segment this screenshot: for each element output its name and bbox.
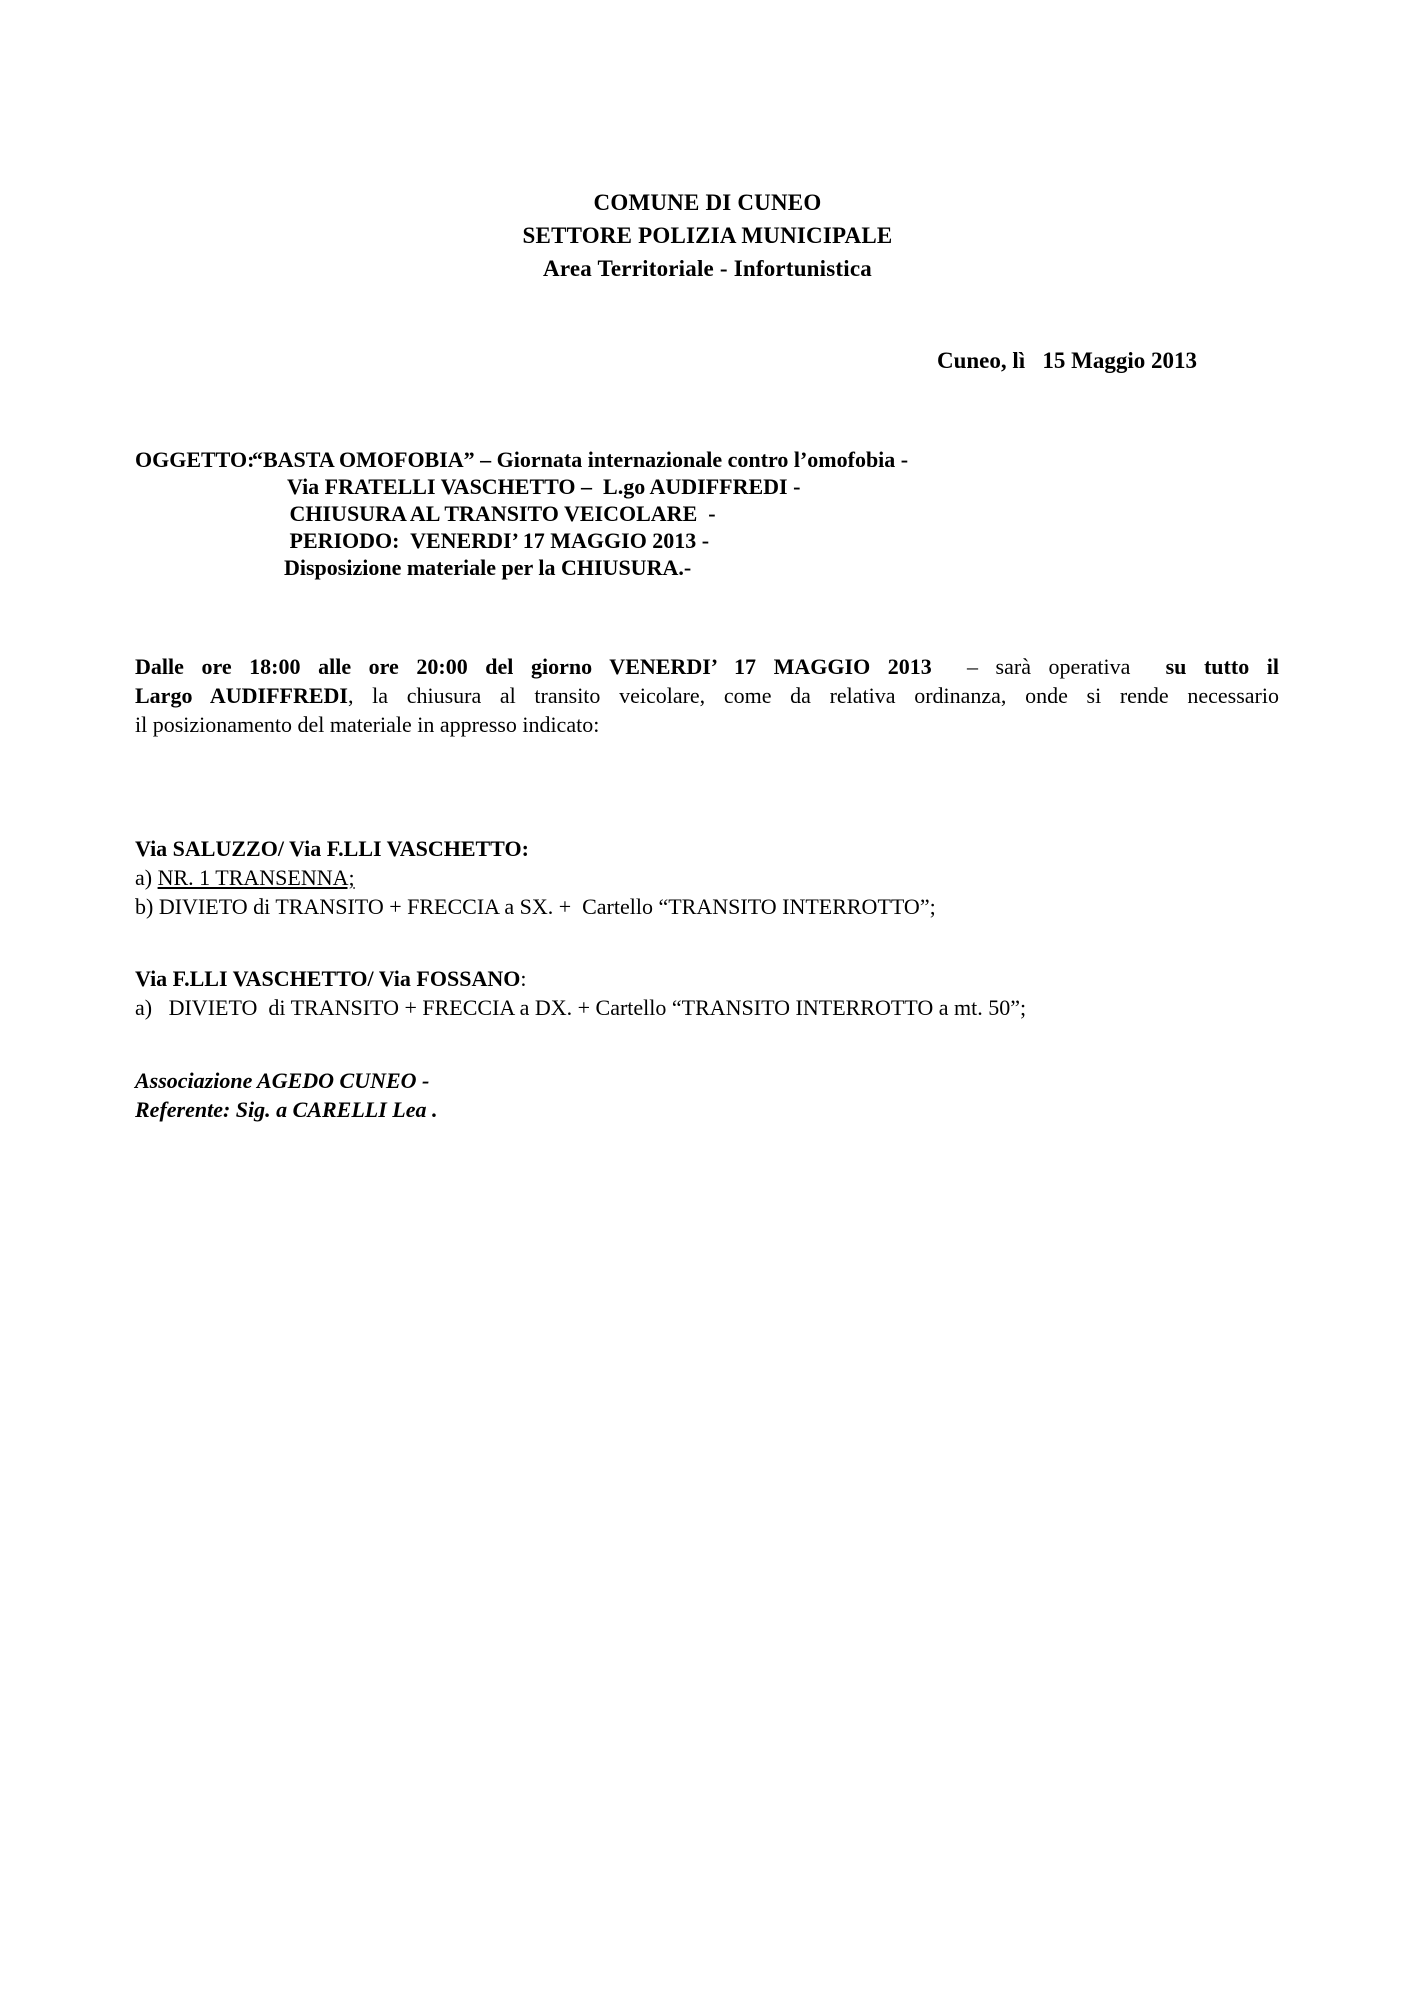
body-scope-text: su tutto il — [1165, 654, 1280, 679]
item-prefix: a) — [135, 995, 169, 1020]
section-1-item-b — [135, 892, 936, 921]
item-text: DIVIETO di TRANSITO + FRECCIA a SX. + Cartello “TRANSITO INTERROTTO”; — [158, 894, 936, 919]
subject-label: OGGETTO: — [135, 447, 255, 472]
body-line-1 — [135, 652, 1279, 681]
subject-line-5: Disposizione materiale per la CHIUSURA.- — [284, 555, 692, 580]
section-2-item-a — [135, 993, 1026, 1022]
item-prefix: a) — [135, 865, 158, 890]
item-text: DIVIETO di TRANSITO + FRECCIA a DX. + Cartello “TRANSITO INTERROTTO a mt. 50”; — [168, 995, 1027, 1020]
section-2-title — [135, 964, 526, 993]
item-text: NR. 1 TRANSENNA; — [157, 865, 355, 890]
signature-association: Associazione AGEDO CUNEO - — [135, 1068, 430, 1093]
section-1-item-a — [135, 863, 355, 892]
document-date: Cuneo, lì 15 Maggio 2013 — [936, 348, 1197, 373]
section-2-title-text: Via F.LLI VASCHETTO/ Via FOSSANO — [135, 966, 521, 991]
subject-line-2: Via FRATELLI VASCHETTO – L.go AUDIFFREDI - — [287, 474, 801, 499]
header-department: SETTORE POLIZIA MUNICIPALE — [522, 223, 893, 248]
item-prefix: b) — [135, 894, 159, 919]
header-municipality: COMUNE DI CUNEO — [593, 190, 822, 215]
body-operative-text: – sarà operativa — [966, 654, 1131, 679]
section-1-title: Via SALUZZO/ Via F.LLI VASCHETTO: — [135, 836, 529, 861]
body-line-3: il posizionamento del materiale in appresso indicato: — [135, 712, 600, 737]
signature-referent: Referente: Sig. a CARELLI Lea . — [135, 1097, 438, 1122]
body-closure-text: , la chiusura al transito veicolare, come da relativa ordinanza, onde si rende necessario — [348, 683, 1279, 708]
section-2-title-colon: : — [520, 966, 527, 991]
body-paragraph — [135, 652, 1279, 739]
header-area: Area Territoriale - Infortunistica — [543, 256, 872, 281]
subject-line-3: CHIUSURA AL TRANSITO VEICOLARE - — [284, 501, 716, 526]
body-location: Largo AUDIFFREDI — [135, 683, 348, 708]
subject-line-1: “BASTA OMOFOBIA” – Giornata internazionale contro l’omofobia - — [252, 447, 909, 472]
body-line-2 — [135, 681, 1279, 710]
body-time-range: Dalle ore 18:00 alle ore 20:00 del giorno VENERDI’ 17 MAGGIO 2013 — [135, 654, 932, 679]
subject-line-4: PERIODO: VENERDI’ 17 MAGGIO 2013 - — [284, 528, 710, 553]
